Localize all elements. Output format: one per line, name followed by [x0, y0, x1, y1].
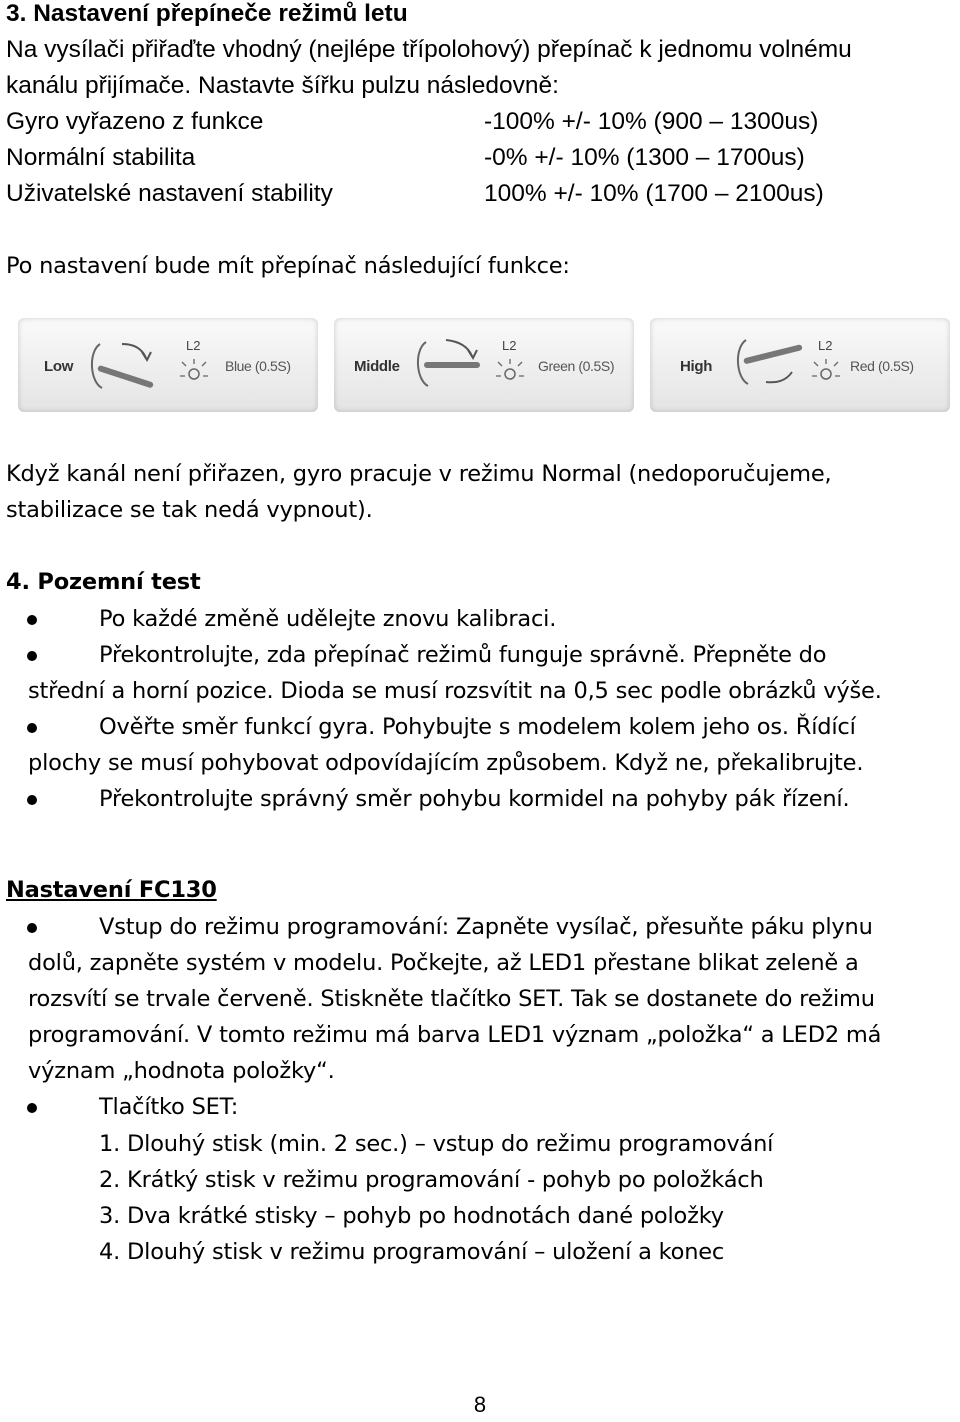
mode-panel-low: [18, 318, 318, 412]
mode-name: Low: [44, 358, 74, 375]
bullet-text-cont: význam „hodnota položky“.: [28, 1058, 335, 1084]
bullet-text: Vstup do režimu programování: Zapněte vysílač, přesuňte páku plynu: [99, 914, 873, 940]
mode-panel-high: [650, 318, 950, 412]
bullet-text: Překontrolujte, zda přepínač režimů funguje správně. Přepněte do: [99, 642, 827, 668]
bullet-text-cont: plochy se musí pohybovat odpovídajícím způsobem. Když ne, překalibrujte.: [28, 750, 864, 776]
setting-label: Gyro vyřazeno z funkce: [6, 108, 264, 135]
setting-row-3: [6, 176, 956, 212]
led-color-label: Green (0.5S): [538, 358, 615, 374]
bullet-icon: [27, 1103, 37, 1113]
bullet-text-cont: rozsvítí se trvale červeně. Stiskněte tlačítko SET. Tak se dostanete do režimu: [28, 986, 875, 1012]
bullet-text: Po každé změně udělejte znovu kalibraci.: [99, 606, 557, 632]
setting-value: 100% +/- 10% (1700 – 2100us): [484, 180, 824, 207]
mode-name: High: [680, 358, 713, 375]
set-item: 2. Krátký stisk v režimu programování - pohyb po položkách: [99, 1167, 764, 1193]
mode-name: Middle: [354, 358, 400, 375]
intro-line-2: kanálu přijímače. Nastavte šířku pulzu následovně:: [6, 72, 559, 99]
fc130-heading: Nastavení FC130: [6, 877, 217, 903]
led-label: L2: [502, 338, 517, 353]
bullet-text: Ověřte směr funkcí gyra. Pohybujte s modelem kolem jeho os. Řídící: [99, 714, 856, 740]
bullet-icon: [27, 723, 37, 733]
bullet-icon: [27, 615, 37, 625]
setting-row-1: [6, 104, 956, 140]
mode-switch-figure: [18, 318, 950, 414]
note-line-2: stabilizace se tak nedá vypnout).: [6, 497, 373, 523]
bullet-icon: [27, 651, 37, 661]
setting-label: Normální stabilita: [6, 144, 196, 171]
set-item: 3. Dva krátké stisky – pohyb po hodnotách dané položky: [99, 1203, 724, 1229]
led-label: L2: [186, 338, 201, 353]
setting-label: Uživatelské nastavení stability: [6, 180, 333, 207]
set-item: 4. Dlouhý stisk v režimu programování – uložení a konec: [99, 1239, 725, 1265]
set-button-title: Tlačítko SET:: [99, 1094, 239, 1120]
led-label: L2: [818, 338, 833, 353]
led-color-label: Blue (0.5S): [225, 358, 291, 374]
set-item: 1. Dlouhý stisk (min. 2 sec.) – vstup do režimu programování: [99, 1131, 774, 1157]
bullet-text: Překontrolujte správný směr pohybu kormidel na pohyby pák řízení.: [99, 786, 850, 812]
bullet-text-cont: střední a horní pozice. Dioda se musí rozsvítit na 0,5 sec podle obrázků výše.: [28, 678, 882, 704]
after-setup-text: Po nastavení bude mít přepínač následující funkce:: [6, 253, 570, 279]
setting-row-2: [6, 140, 956, 176]
led-color-label: Red (0.5S): [850, 358, 914, 374]
intro-line-1: Na vysílači přiřaďte vhodný (nejlépe třípolohový) přepínač k jednomu volnému: [6, 36, 852, 63]
page-number: 8: [473, 1392, 487, 1417]
bullet-text-cont: programování. V tomto režimu má barva LED1 význam „položka“ a LED2 má: [28, 1022, 882, 1048]
bullet-icon: [27, 923, 37, 933]
mode-panel-middle: [334, 318, 634, 412]
section-4-heading: 4. Pozemní test: [6, 569, 201, 595]
note-line-1: Když kanál není přiřazen, gyro pracuje v režimu Normal (nedoporučujeme,: [6, 461, 832, 487]
bullet-text-cont: dolů, zapněte systém v modelu. Počkejte, až LED1 přestane blikat zeleně a: [28, 950, 859, 976]
section-3-heading: 3. Nastavení přepíneče režimů letu: [6, 0, 408, 27]
setting-value: -0% +/- 10% (1300 – 1700us): [484, 144, 805, 171]
setting-value: -100% +/- 10% (900 – 1300us): [484, 108, 819, 135]
bullet-icon: [27, 795, 37, 805]
